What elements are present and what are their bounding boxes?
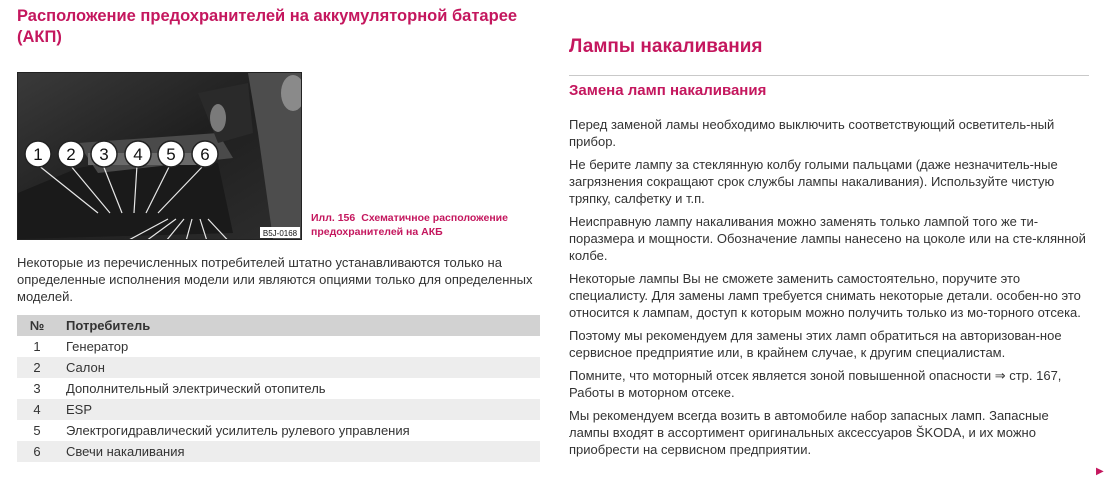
svg-text:2: 2 (66, 145, 76, 164)
svg-text:1: 1 (33, 145, 43, 164)
figure-156 (17, 72, 542, 246)
table-row (17, 399, 540, 420)
svg-text:4: 4 (133, 145, 143, 164)
svg-text:3: 3 (99, 145, 109, 164)
body-text (569, 116, 1089, 458)
row-number: 1 (33, 339, 41, 354)
right-column (569, 6, 1089, 458)
paragraph: Некоторые лампы Вы не сможете заменить самостоятельно, поручите это специалисту. Для замены ламп требуется снимать некоторые детали. особен-но это относится к лампам, доступ к которым можно получить только из мо-торного отсека. (569, 271, 1081, 320)
figure-caption-text: Схематичное расположение предохранителей на АКБ (311, 212, 508, 238)
row-consumer: Салон (66, 360, 105, 375)
continue-arrow-icon: ▶ (1096, 466, 1104, 477)
svg-text:6: 6 (200, 145, 210, 164)
row-consumer: Электрогидравлический усилитель рулевого управления (66, 423, 410, 438)
left-column (17, 6, 542, 462)
heading-divider (569, 75, 1089, 76)
callout-6 (192, 141, 218, 167)
table-row (17, 441, 540, 462)
paragraph: Помните, что моторный отсек является зоной повышенной опасности ⇒ стр. 167, Работы в моторном отсеке. (569, 368, 1062, 400)
paragraph: Неисправную лампу накаливания можно заменять только лампой того же ти-поразмера и мощности. Обозначение лампы нанесено на цоколе или на сте-клянной колбе. (569, 214, 1086, 263)
row-number: 2 (33, 360, 41, 375)
row-consumer: Свечи накаливания (66, 444, 185, 459)
table-row (17, 378, 540, 399)
intro-paragraph: Некоторые из перечисленных потребителей штатно устанавливаются только на определенные исполнения модели или являются опциями только для определенных моделей. (17, 255, 533, 304)
section-subheading: Замена ламп накаливания (569, 82, 767, 99)
section-heading: Расположение предохранителей на аккумуляторной батарее (АКП) (17, 7, 518, 46)
fuse-diagram-photo (17, 72, 302, 240)
chapter-heading: Лампы накаливания (569, 36, 763, 57)
consumers-table (17, 315, 540, 462)
fuse-diagram (18, 73, 301, 239)
svg-text:B5J-0168: B5J-0168 (262, 229, 298, 238)
callout-3 (91, 141, 117, 167)
row-number: 6 (33, 444, 41, 459)
row-consumer: Генератор (66, 339, 129, 354)
table-row (17, 420, 540, 441)
figure-caption (311, 211, 551, 239)
figure-code (260, 227, 300, 238)
paragraph: Мы рекомендуем всегда возить в автомобиле набор запасных ламп. Запасные лампы входят в ассортимент оригинальных аксессуаров ŠKODA, и их можно приобрести на сервисном предприятии. (569, 408, 1049, 457)
table-row (17, 336, 540, 357)
callout-1 (25, 141, 51, 167)
paragraph: Поэтому мы рекомендуем для замены этих ламп обратиться на авторизован-ное сервисное предприятие или, в крайнем случае, к другим специалистам. (569, 328, 1062, 360)
figure-caption-number: Илл. 156 (311, 212, 356, 224)
row-number: 3 (33, 381, 41, 396)
row-consumer: ESP (66, 402, 93, 417)
paragraph: Перед заменой ламы необходимо выключить соответствующий осветитель-ный прибор. (569, 117, 1055, 149)
callout-2 (58, 141, 84, 167)
table-row (17, 357, 540, 378)
row-number: 5 (33, 423, 41, 438)
row-consumer: Дополнительный электрический отопитель (66, 381, 326, 396)
column-header-consumer: Потребитель (66, 318, 151, 333)
svg-text:5: 5 (166, 145, 176, 164)
row-number: 4 (33, 402, 41, 417)
callout-5 (158, 141, 184, 167)
paragraph: Не берите лампу за стеклянную колбу голыми пальцами (даже незначитель-ные загрязнения сокращают срок службы лампы накаливания). Используйте чистую тряпку, салфетку и т.п. (569, 157, 1058, 206)
table-header-row (17, 315, 540, 336)
column-header-number: № (29, 318, 45, 333)
callout-4 (125, 141, 151, 167)
